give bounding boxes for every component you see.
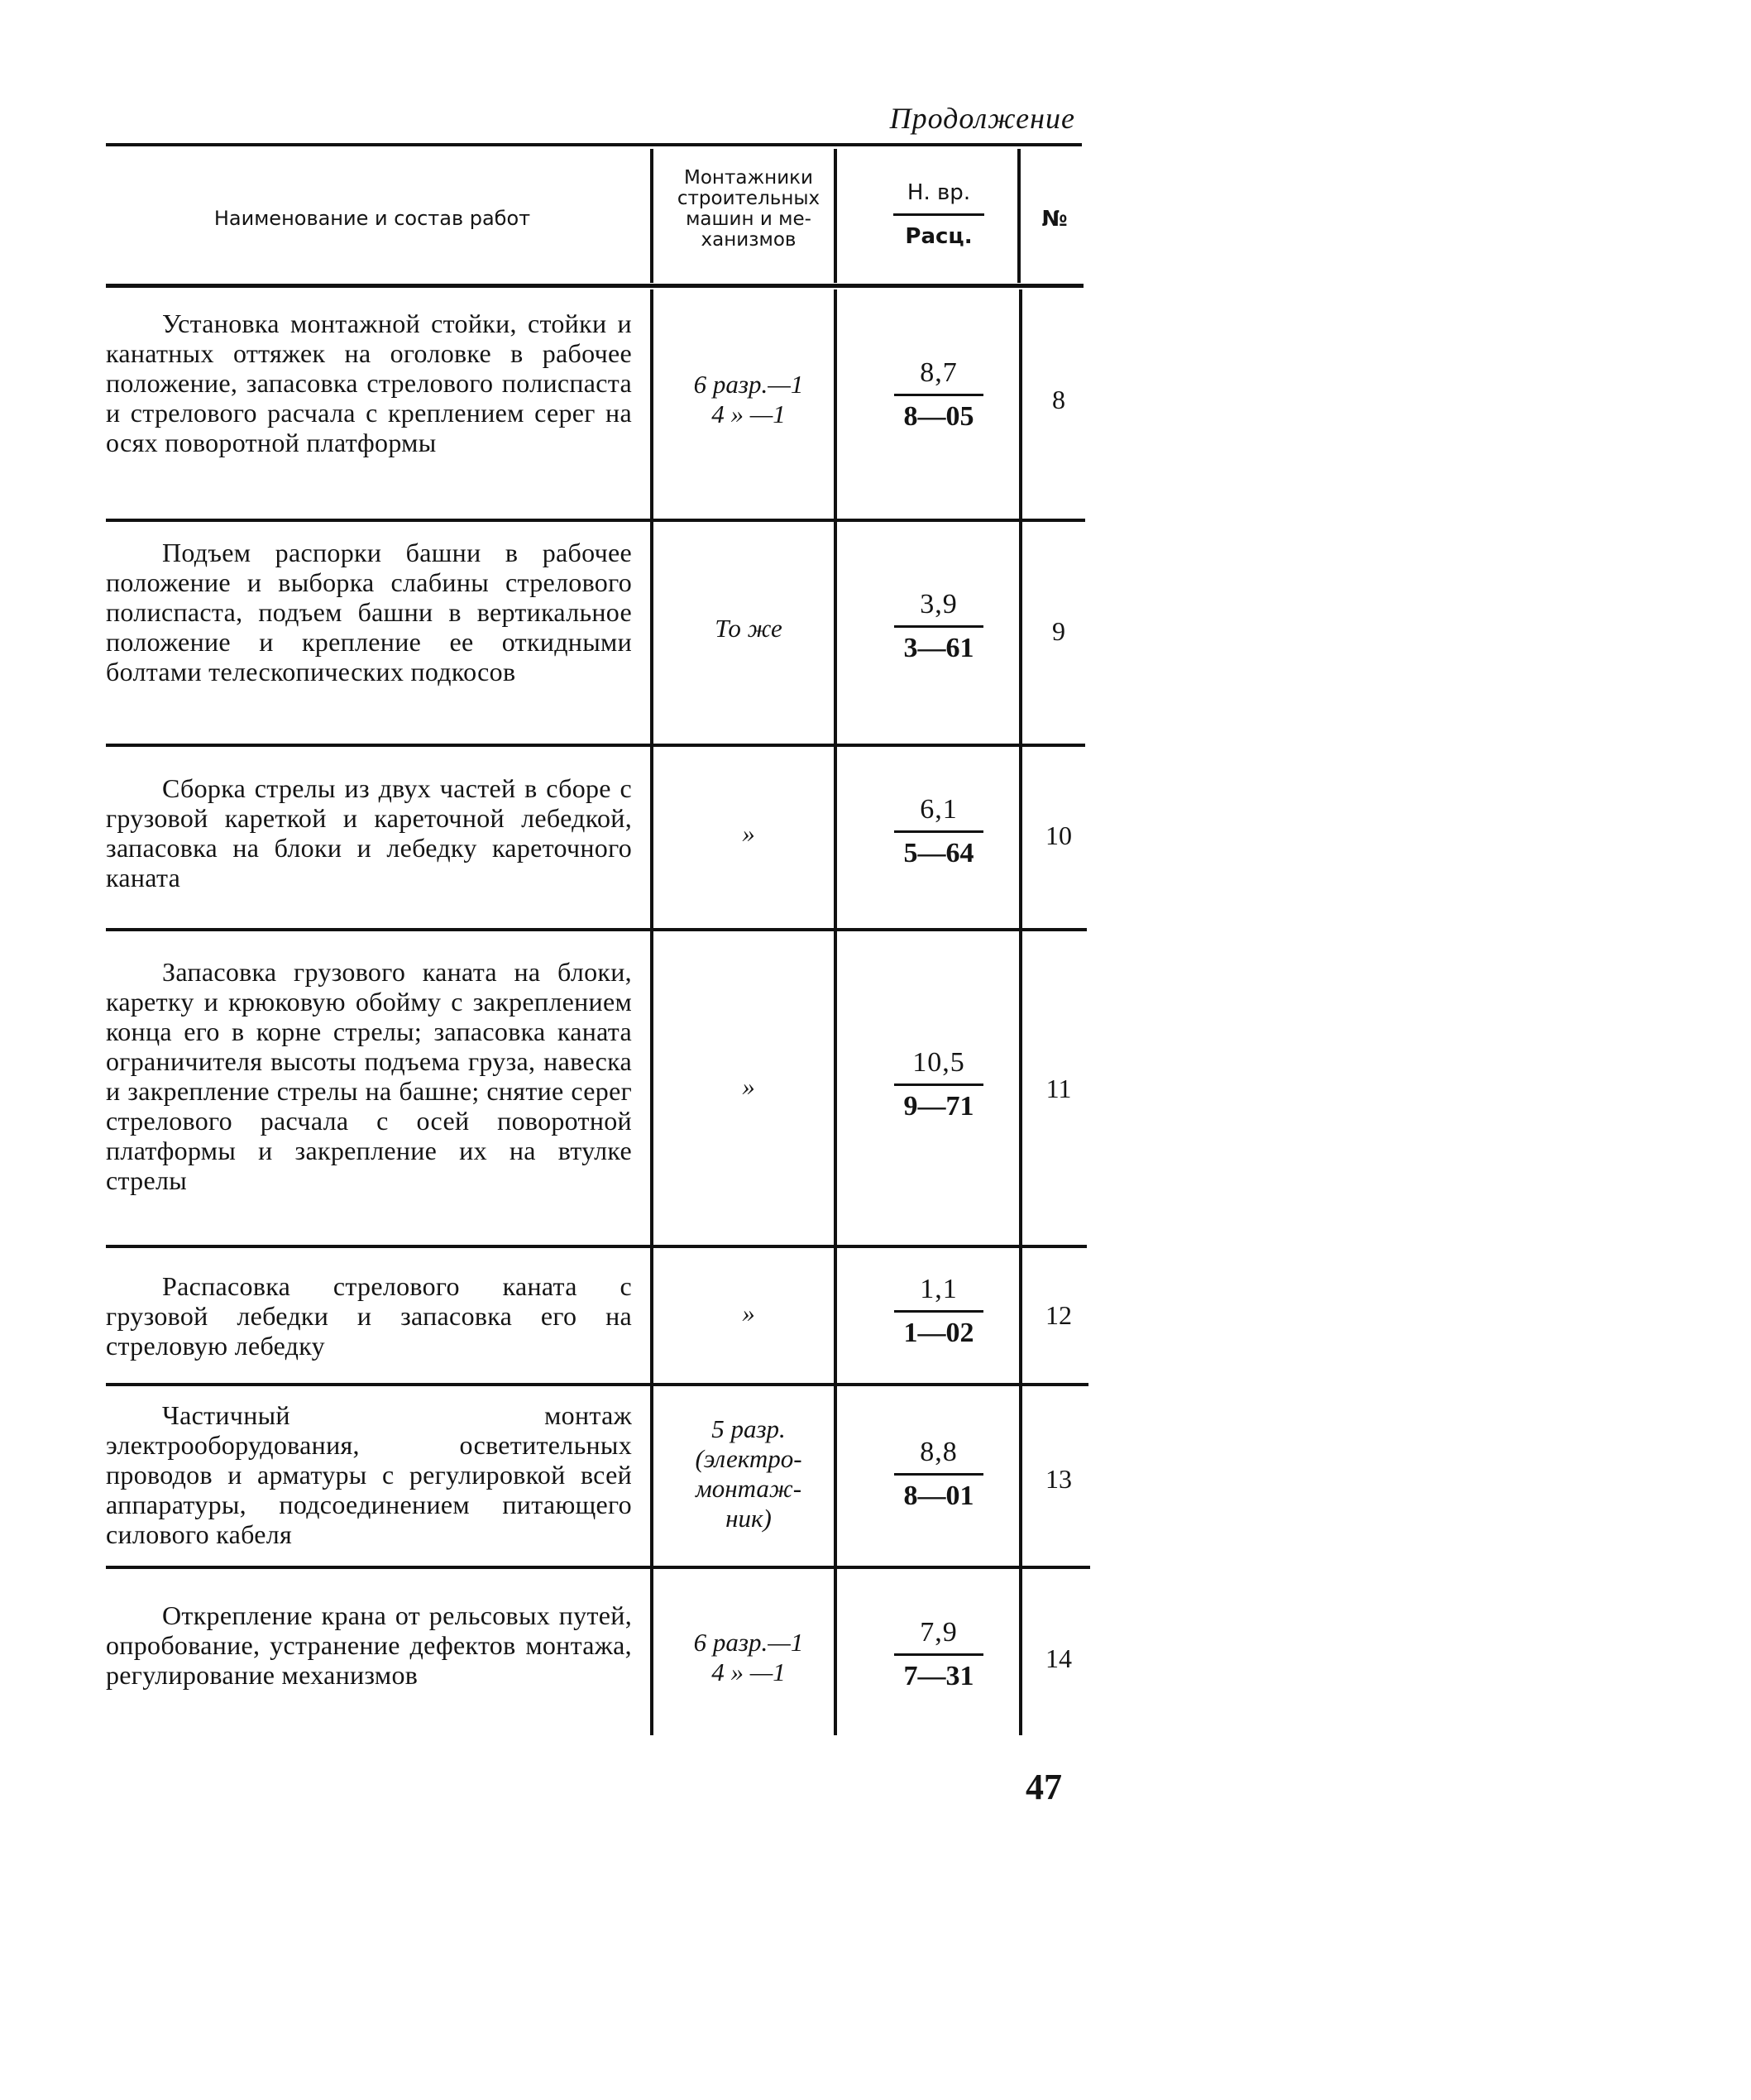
row-separator [106,744,1085,747]
table-row-norm: 10,5 9—71 [877,1047,1001,1122]
table-row-number: 11 [1045,1074,1072,1103]
row-separator [106,1566,1090,1569]
table-row-workers: 5 разр. (электро- монтаж- ник) [695,1414,802,1533]
table-row-number: 13 [1045,1464,1072,1494]
table-row-norm: 7,9 7—31 [877,1617,1001,1692]
table-row-description: Запасовка грузового каната на блоки, каретку и крюковую обойму с закреплением конца его в корне стрелы; запасовка каната ограничителя высоты подъема груза, навеска и закрепление стрелы на башне; снятие серег стрелового расчала с осей поворотной платформы и закрепление их на втулке стрелы [106,957,632,1195]
table-row-number: 10 [1045,820,1072,850]
table-row-norm: 3,9 3—61 [877,589,1001,664]
column-header-norm [856,180,1021,249]
column-divider [650,289,653,1735]
table-row-number: 12 [1045,1300,1072,1330]
table-row-workers: » [742,819,755,848]
table-row-norm: 8,7 8—05 [877,357,1001,433]
table-row-number: 9 [1052,616,1065,646]
table-row-description: Открепление крана от рельсовых путей, опробование, устранение дефектов монтажа, регулирование механизмов [106,1600,632,1690]
column-header-number: № [1041,207,1068,232]
table-row-workers: » [742,1072,755,1101]
table-row-norm: 8,8 8—01 [877,1437,1001,1512]
row-separator [106,519,1085,522]
continuation-label: Продолжение [889,102,1075,135]
row-separator [106,1245,1087,1248]
table-row-workers: » [742,1299,755,1327]
row-separator [106,928,1087,931]
table-row-description: Распасовка стрелового каната с грузовой лебедки и запасовка его на стреловую лебедку [106,1271,632,1361]
table-row-workers: 6 разр.—1 4 » —1 [693,1628,804,1686]
header-rate: Расц. [893,213,984,249]
row-separator [106,1383,1088,1386]
table-row-workers: То же [715,614,782,643]
table-row-norm: 6,1 5—64 [877,794,1001,869]
column-header-workers: Монтажники строительных машин и ме- ханизмов [677,167,820,251]
column-header-name: Наименование и состав работ [213,207,531,230]
table-top-rule [106,143,1082,146]
column-divider [1019,289,1022,1735]
table-row-number: 8 [1052,385,1065,414]
table-row-description: Сборка стрелы из двух частей в сборе с грузовой кареткой и кареточной лебедкой, запасовка на блоки и лебедку кареточного каната [106,773,632,892]
table-row-description: Подъем распорки башни в рабочее положение и выборка слабины стрелового полиспаста, подъем башни в вертикальное положение и крепление ее откидными болтами телескопических подкосов [106,538,632,686]
header-bottom-rule [106,284,1084,288]
table-row-norm: 1,1 1—02 [877,1274,1001,1349]
page-number: 47 [1026,1767,1062,1807]
table-row-workers: 6 разр.—1 4 » —1 [693,370,804,428]
column-divider [650,149,653,283]
table-row-description: Частичный монтаж электрооборудования, осветительных проводов и арматуры с регулировкой всей аппаратуры, подсоединением питающего силового кабеля [106,1400,632,1549]
table-row-description: Установка монтажной стойки, стойки и канатных оттяжек на оголовке в рабочее положение, запасовка стрелового полиспаста и стрелового расчала с креплением серег на осях поворотной платформы [106,309,632,457]
header-norm-time: Н. вр. [907,180,971,205]
table-row-number: 14 [1045,1643,1072,1673]
